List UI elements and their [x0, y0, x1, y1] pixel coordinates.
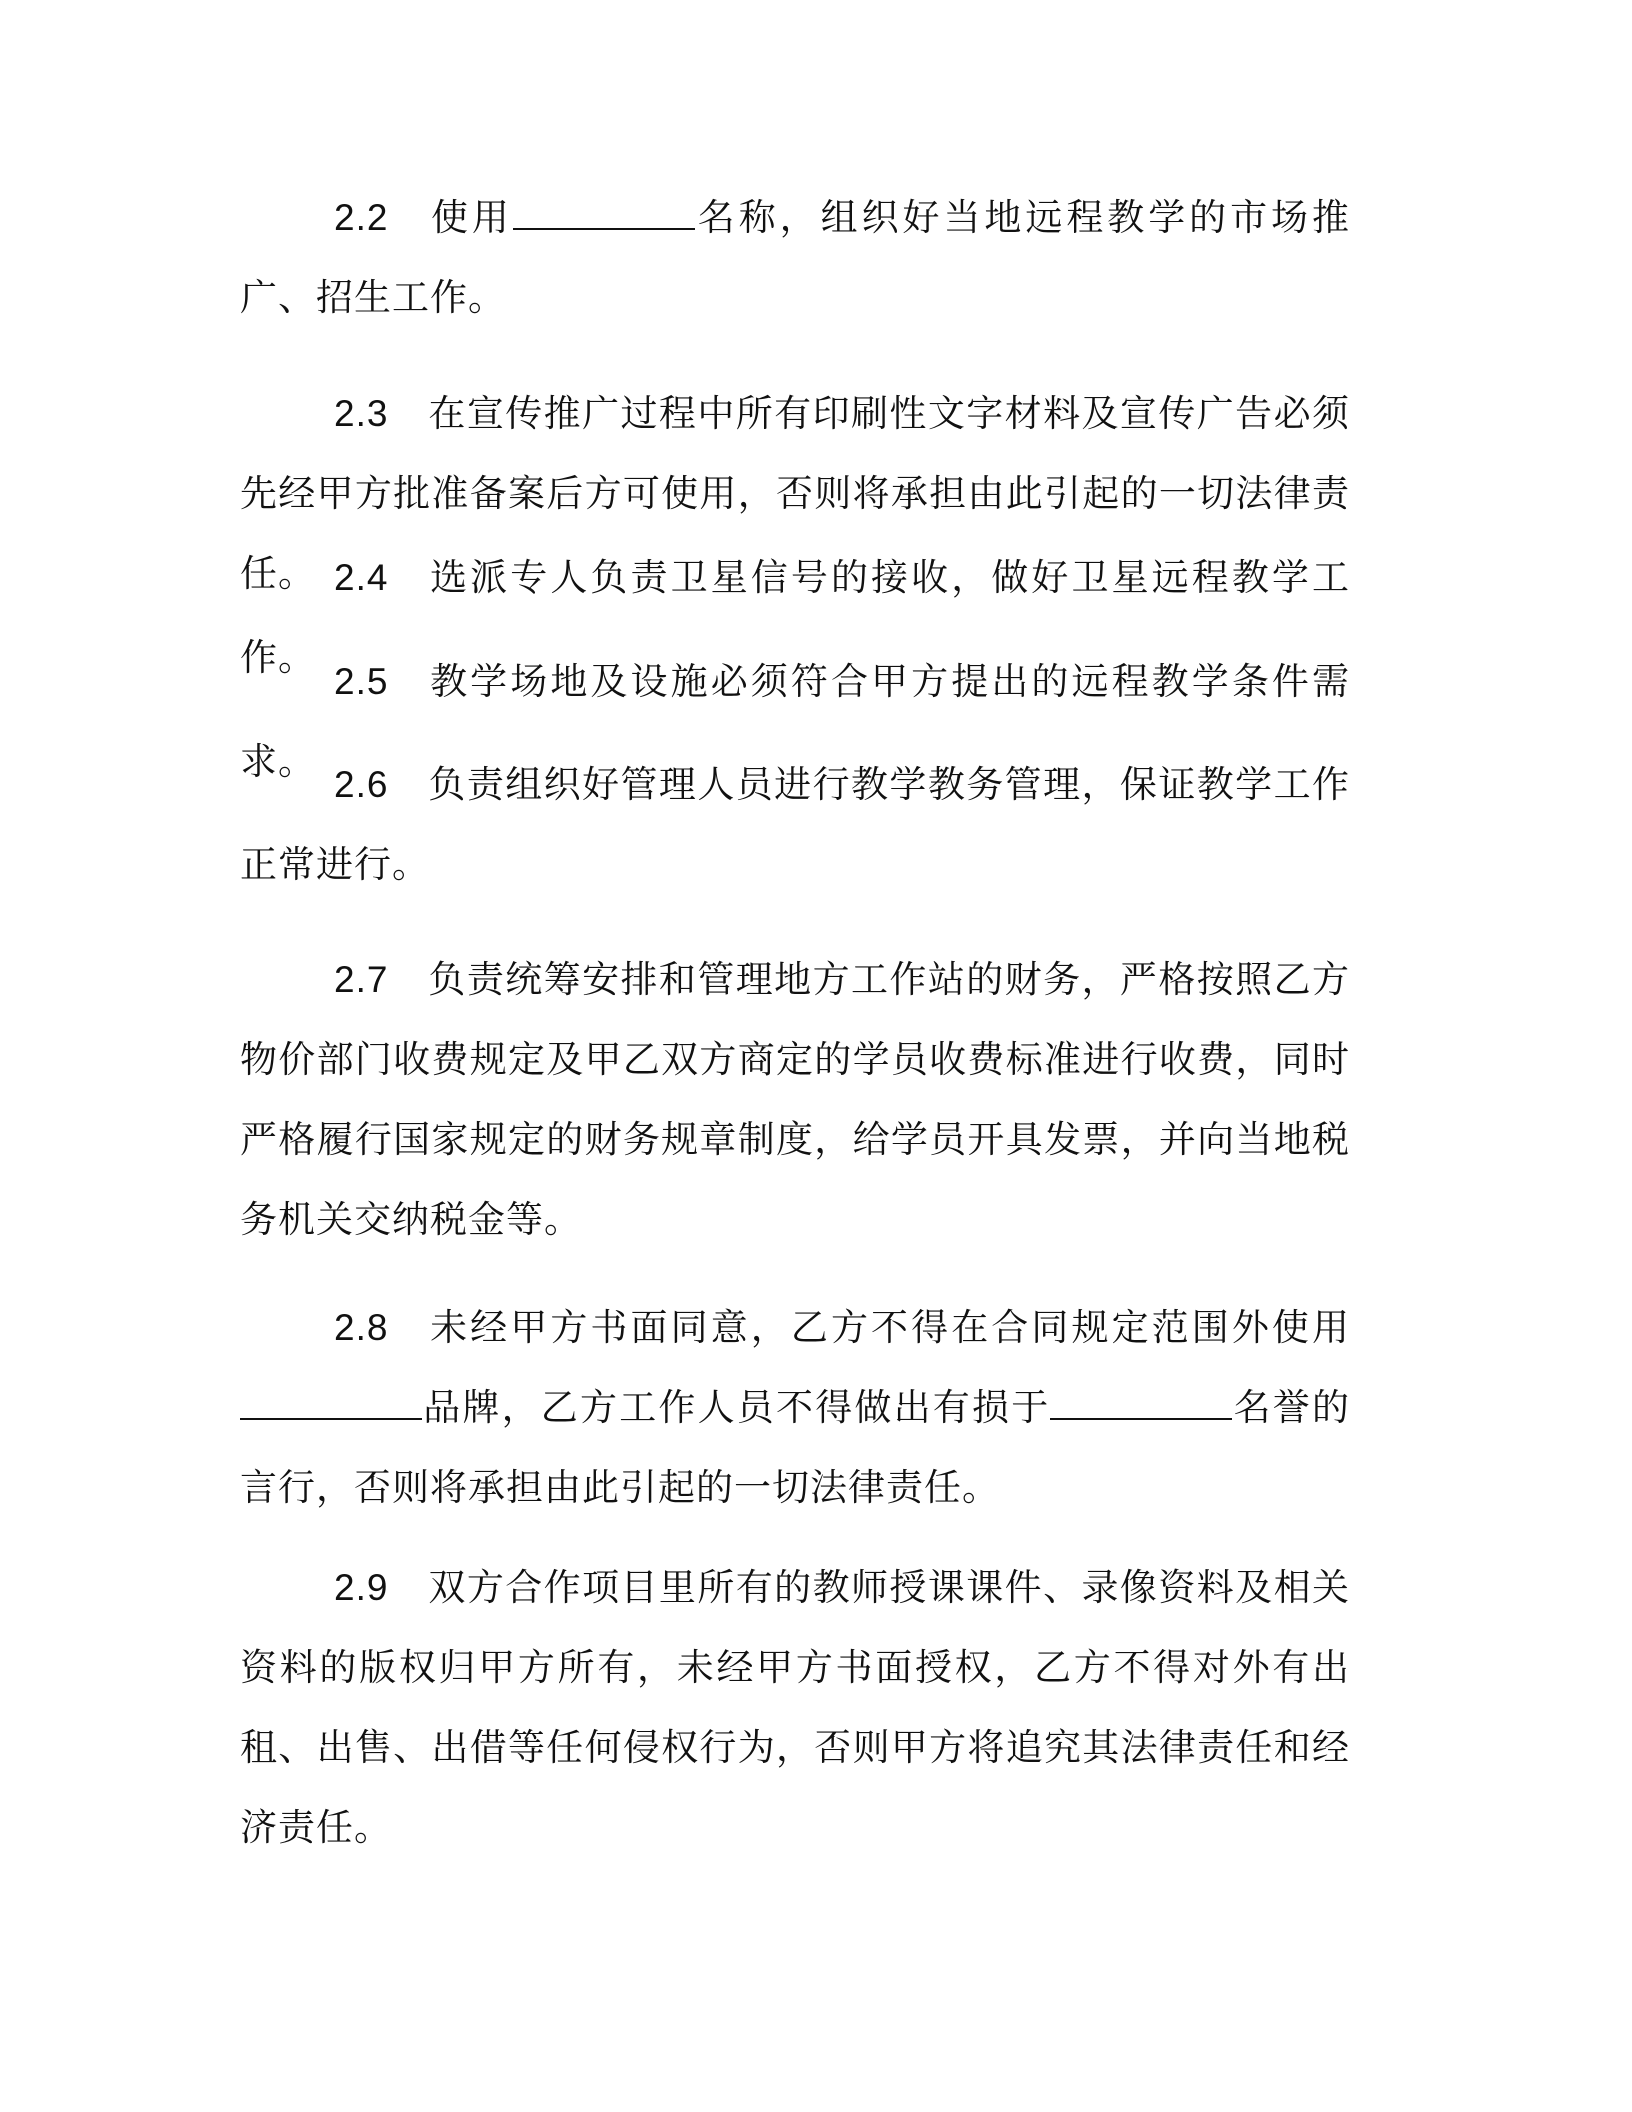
paragraph-2-7 [240, 940, 1350, 1260]
clause-number: 2.3 [334, 393, 389, 434]
clause-text: 名称，组织好当地远程教学的市场推广、招生工作。 [240, 196, 1351, 319]
paragraph-2-2 [240, 178, 1350, 338]
paragraph-2-8 [240, 1288, 1350, 1528]
fill-in-blank [1050, 1388, 1232, 1420]
clause-number: 2.8 [334, 1307, 389, 1348]
clause-text: 负责组织好管理人员进行教学教务管理，保证教学工作正常进行。 [240, 763, 1350, 886]
clause-text: 在宣传推广过程中所有印刷性文字材料及宣传广告必须先经甲方批准备案后方可使用，否则将承担由此引起的一切法律责任。 [240, 392, 1350, 595]
clause-number: 2.9 [334, 1567, 389, 1608]
clause-text: 名誉的言行，否则将承担由此引起的一切法律责任。 [240, 1386, 1351, 1509]
paragraph-2-9 [240, 1548, 1350, 1868]
clause-text: 品牌，乙方工作人员不得做出有损于 [422, 1386, 1051, 1429]
fill-in-blank [240, 1388, 422, 1420]
clause-text: 双方合作项目里所有的教师授课课件、录像资料及相关资料的版权归甲方所有，未经甲方书面授权，乙方不得对外有出租、出售、出借等任何侵权行为，否则甲方将追究其法律责任和经济责任。 [240, 1566, 1350, 1849]
clause-text: 使用 [428, 196, 513, 239]
clause-text: 教学场地及设施必须符合甲方提出的远程教学条件需求。 [240, 660, 1350, 783]
clause-text: 选派专人负责卫星信号的接收，做好卫星远程教学工作。 [240, 556, 1350, 679]
clause-number: 2.5 [334, 661, 389, 702]
paragraph-2-6 [240, 745, 1350, 905]
fill-in-blank [513, 198, 695, 230]
clause-number: 2.6 [334, 764, 389, 805]
clause-text: 未经甲方书面同意，乙方不得在合同规定范围外使用 [428, 1306, 1350, 1349]
clause-number: 2.4 [334, 557, 389, 598]
clause-number: 2.2 [334, 197, 389, 238]
clause-text: 负责统筹安排和管理地方工作站的财务，严格按照乙方物价部门收费规定及甲乙双方商定的学员收费标准进行收费，同时严格履行国家规定的财务规章制度，给学员开具发票，并向当地税务机关交纳税金等。 [240, 958, 1350, 1241]
clause-number: 2.7 [334, 959, 389, 1000]
